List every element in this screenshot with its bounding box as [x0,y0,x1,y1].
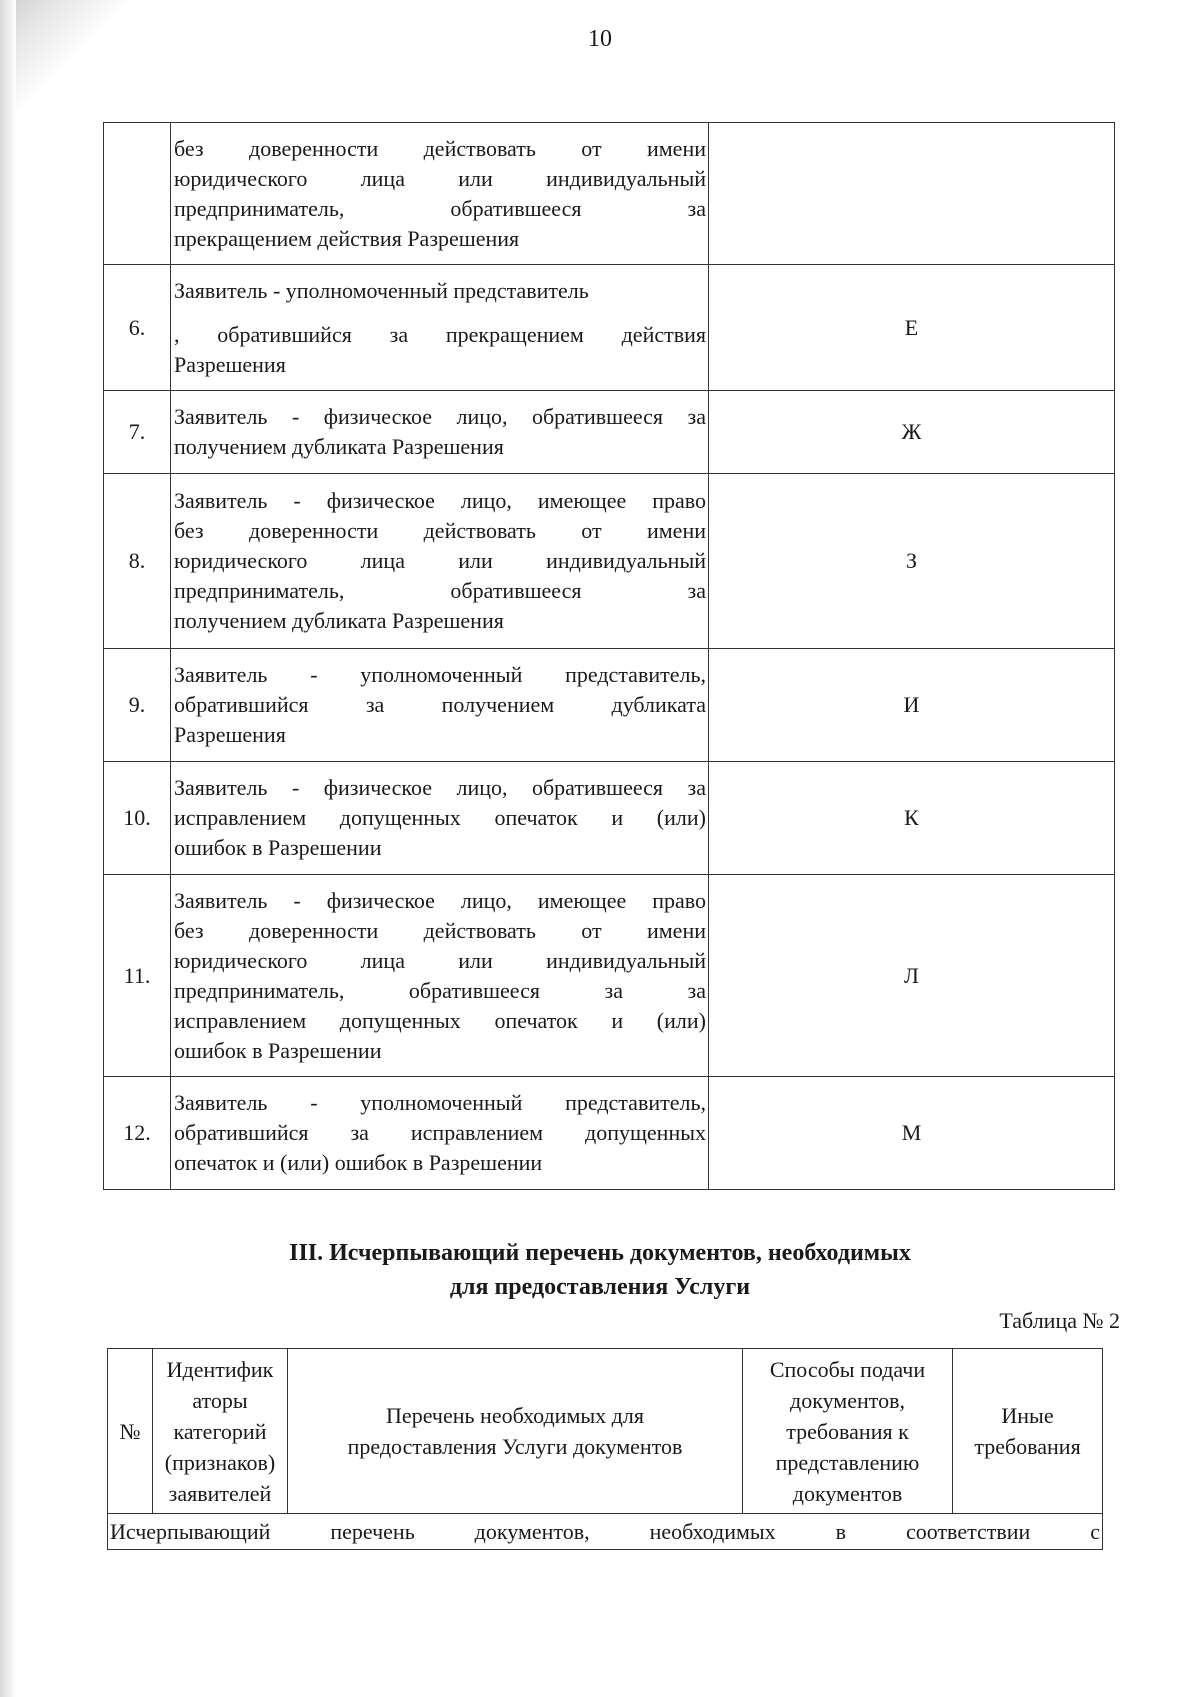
page-number: 10 [588,26,612,52]
row-code: З [709,474,1115,649]
table-row [104,1077,1115,1190]
row-description [171,391,709,474]
row-code: Е [709,265,1115,391]
description-line: Заявитель - уполномоченный представитель [174,277,589,303]
table-row [104,123,1115,265]
description-line: обратившийся за получением дубликата [174,692,706,717]
row-number: 11. [104,875,171,1077]
table-row [104,875,1115,1077]
header-line: Иные [1001,1403,1054,1428]
row-description [171,474,709,649]
header-line: представлению [775,1449,920,1475]
row-description [171,762,709,875]
row-number: 9. [104,649,171,762]
description-line: Заявитель - физическое лицо, обратившееся за [174,404,706,429]
description-line: исправлением допущенных опечаток и (или) [174,805,706,830]
description-line: предприниматель, обратившееся за [174,578,706,603]
description-line: Разрешения [174,722,286,747]
description-line: Заявитель - физическое лицо, обратившееся за [174,775,706,800]
row-description [171,265,709,391]
header-line: документов, [790,1387,905,1413]
description-line: исправлением допущенных опечаток и (или) [174,1007,706,1033]
description-line: предприниматель, обратившееся за за [174,977,706,1003]
row-description [171,123,709,265]
table-row [104,265,1115,391]
row-description [171,875,709,1077]
header-line: требования к [786,1418,909,1444]
row-description [171,1077,709,1190]
row-number: 8. [104,474,171,649]
row-code [709,123,1115,265]
row-number [104,123,171,265]
row-number: 10. [104,762,171,875]
table-header-row [108,1349,1103,1514]
table-row [108,1514,1103,1550]
description-line: юридического лица или индивидуальный [174,947,706,973]
table-row [104,474,1115,649]
header-line: (признаков) [164,1449,276,1475]
description-line: Заявитель - уполномоченный представитель, [174,662,706,687]
description-line: прекращением действия Разрешения [174,225,520,251]
header-line: аторы [192,1387,248,1413]
description-line: юридического лица или индивидуальный [174,165,706,191]
description-line: опечаток и (или) ошибок в Разрешении [174,1150,543,1175]
table-caption: Таблица № 2 [999,1308,1120,1333]
description-line: ошибок в Разрешении [174,1037,382,1063]
header-line: заявителей [168,1480,272,1506]
description-line: Заявитель - уполномоченный представитель, [174,1090,706,1115]
description-line: юридического лица или индивидуальный [174,548,706,573]
section-title [0,1236,1200,1304]
header-number: № [108,1349,153,1514]
description-line: , обратившийся за прекращением действия [174,321,706,347]
section-title-line: III. Исчерпывающий перечень документов, необходимых [289,1240,911,1266]
table-row [104,762,1115,875]
header-line: Перечень необходимых для [386,1403,644,1428]
description-line: Заявитель - физическое лицо, имеющее право [174,488,706,513]
header-categories [153,1349,288,1514]
row-number: 7. [104,391,171,474]
table-row [104,391,1115,474]
row-number: 12. [104,1077,171,1190]
row-number: 6. [104,265,171,391]
description-line: получением дубликата Разрешения [174,434,504,459]
header-line: категорий [173,1418,267,1444]
header-documents [288,1349,743,1514]
description-line: без доверенности действовать от имени [174,917,706,943]
header-line: Идентифик [166,1356,274,1382]
scan-left-edge-shade [0,0,16,1697]
header-submission-methods [743,1349,953,1514]
description-line: ошибок в Разрешении [174,835,382,860]
spanning-row-text: Исчерпывающий перечень документов, необходимых в соответствии с [108,1514,1103,1550]
row-code: Л [709,875,1115,1077]
description-line: обратившийся за исправлением допущенных [174,1120,706,1145]
description-line: без доверенности действовать от имени [174,135,706,161]
header-line: Способы подачи [769,1356,926,1382]
documents-table [107,1348,1103,1550]
description-line: Заявитель - физическое лицо, имеющее право [174,887,706,913]
section-title-line: для предоставления Услуги [449,1274,751,1300]
header-other-requirements [953,1349,1103,1514]
row-code: Ж [709,391,1115,474]
description-line: получением дубликата Разрешения [174,608,504,633]
description-line: без доверенности действовать от имени [174,518,706,543]
header-line: документов [792,1480,903,1506]
header-line: предоставления Услуги документов [347,1434,683,1459]
header-line: требования [974,1434,1081,1459]
row-code: И [709,649,1115,762]
description-line: Разрешения [174,351,286,377]
table-row [104,649,1115,762]
row-code: М [709,1077,1115,1190]
applicant-categories-table [103,122,1115,1190]
row-description [171,649,709,762]
description-line: предприниматель, обратившееся за [174,195,706,221]
row-code: К [709,762,1115,875]
